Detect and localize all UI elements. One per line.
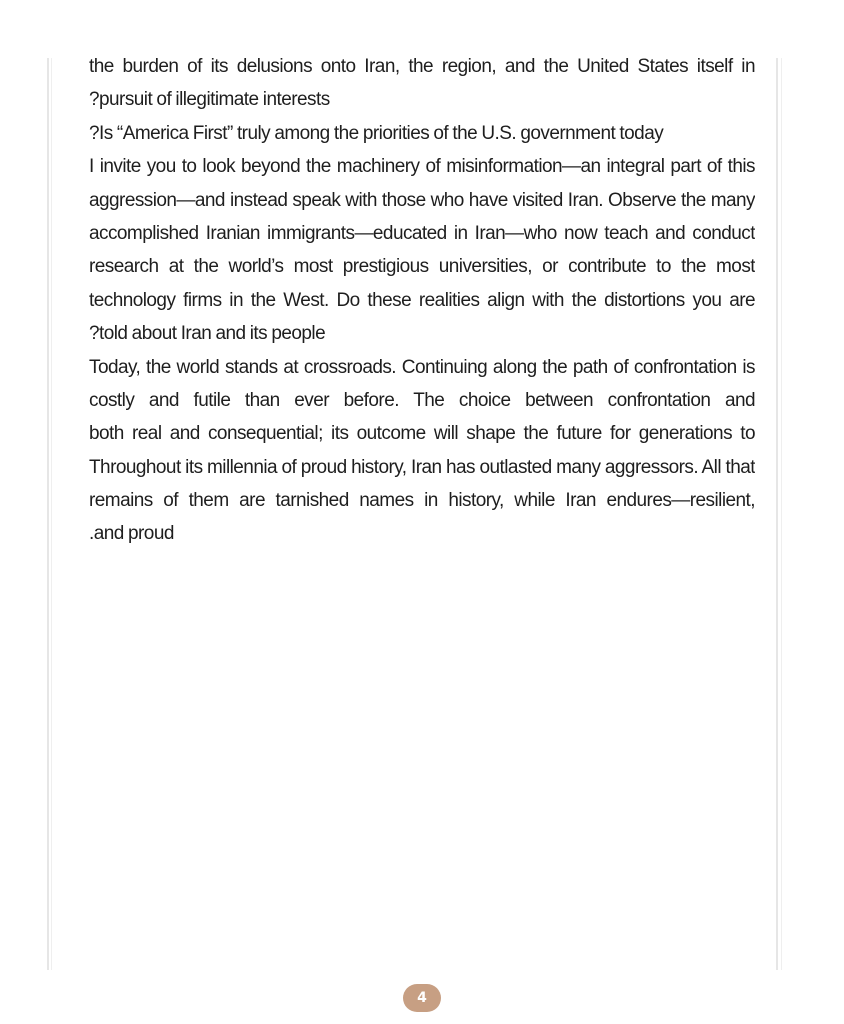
text-line: .and proud — [89, 523, 174, 545]
text-line: costly and futile than ever before. The choice between confrontation and — [89, 389, 755, 411]
text-line: both real and consequential; its outcome will shape the future for generations to — [89, 423, 755, 445]
text-line: the burden of its delusions onto Iran, the region, and the United States itself in — [89, 56, 755, 77]
left-margin-rule — [47, 58, 49, 970]
text-line: aggression—and instead speak with those who have visited Iran. Observe the many — [89, 189, 755, 211]
text-line: technology firms in the West. Do these realities align with the distortions you are — [89, 289, 755, 311]
text-line: Today, the world stands at crossroads. Continuing along the path of confrontation is — [89, 356, 755, 378]
text-line: ?pursuit of illegitimate interests — [89, 89, 330, 111]
text-line: accomplished Iranian immigrants—educated in Iran—who now teach and conduct — [89, 222, 755, 244]
right-margin-rule — [776, 58, 778, 970]
body-text — [89, 50, 755, 551]
left-margin-rule-inner — [51, 58, 52, 970]
text-line: remains of them are tarnished names in history, while Iran endures—resilient, — [89, 490, 755, 512]
right-margin-rule-outer — [781, 58, 782, 970]
text-line: ?told about Iran and its people — [89, 323, 326, 345]
text-line: I invite you to look beyond the machinery of misinformation—an integral part of this — [89, 156, 755, 178]
text-line: ?Is “America First” truly among the priorities of the U.S. government today — [89, 122, 664, 144]
text-line: Throughout its millennia of proud history, Iran has outlasted many aggressors. All that — [89, 456, 755, 478]
page-number-badge: 4 — [403, 984, 441, 1012]
text-line: research at the world’s most prestigious universities, or contribute to the most — [89, 256, 755, 278]
